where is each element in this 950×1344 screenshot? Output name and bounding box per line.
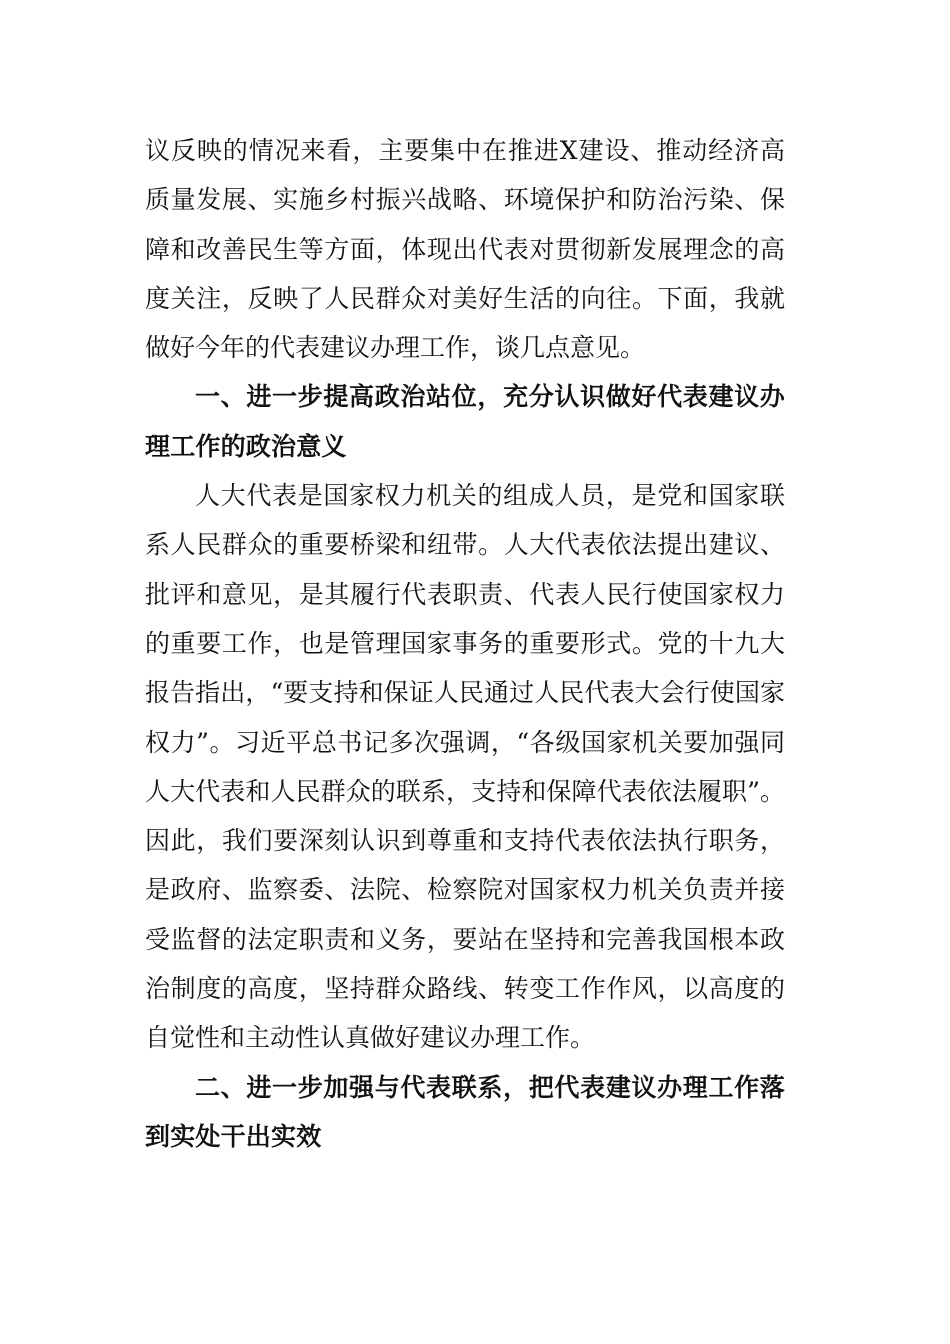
document-body [145,126,785,1161]
body-paragraph-continuation: 议反映的情况来看，主要集中在推进X建设、推动经济高质量发展、实施乡村振兴战略、环境保护和防治污染、保障和改善民生等方面，体现出代表对贯彻新发展理念的高度关注，反映了人民群众对美好生活的向往。下面，我就做好今年的代表建议办理工作，谈几点意见。 [145,136,785,363]
section-heading-2: 二、进一步加强与代表联系，把代表建议办理工作落到实处干出实效 [145,1072,785,1151]
body-paragraph-1: 人大代表是国家权力机关的组成人员，是党和国家联系人民群众的重要桥梁和纽带。人大代表依法提出建议、批评和意见，是其履行代表职责、代表人民行使国家权力的重要工作，也是管理国家事务的重要形式。党的十九大报告指出，“要支持和保证人民通过人民代表大会行使国家权力”。习近平总书记多次强调，“各级国家机关要加强同人大代表和人民群众的联系，支持和保障代表依法履职”。因此，我们要深刻认识到尊重和支持代表依法执行职务，是政府、监察委、法院、检察院对国家权力机关负责并接受监督的法定职责和义务，要站在坚持和完善我国根本政治制度的高度，坚持群众路线、转变工作作风，以高度的自觉性和主动性认真做好建议办理工作。 [145,481,785,1053]
section-heading-1: 一、进一步提高政治站位，充分认识做好代表建议办理工作的政治意义 [145,382,785,461]
